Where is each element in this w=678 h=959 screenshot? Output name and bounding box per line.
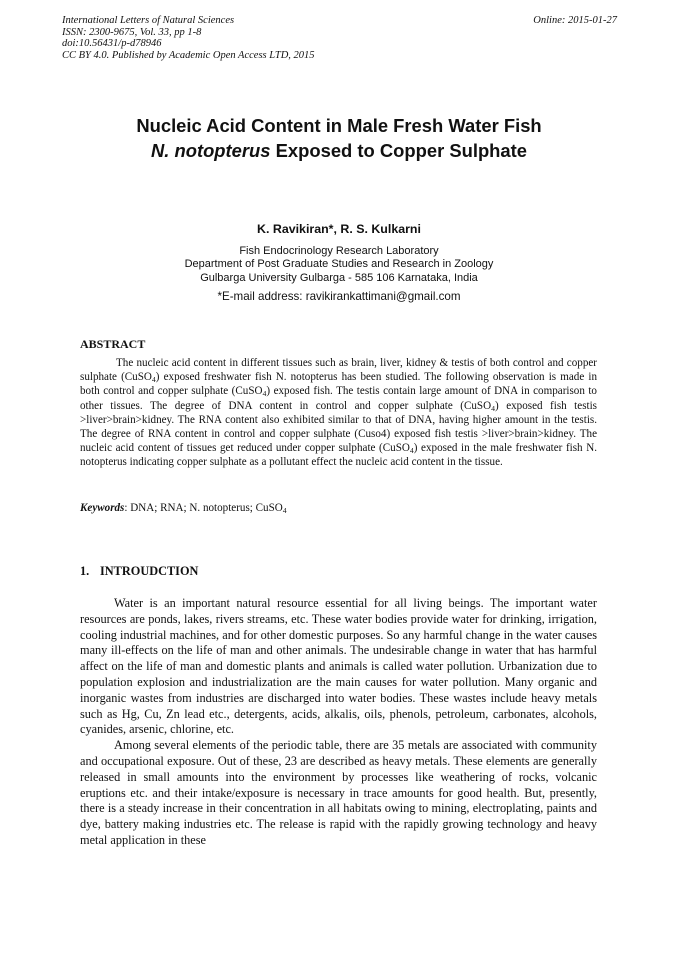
- paragraph: Water is an important natural resource essential for all living beings. The important water resources are ponds, lakes, rivers streams, etc. These water bodies provide water for drinking, irrigation, cooling industrial machines, and for other domestic purposes. So any harmful change in the water causes many ill-effects on the life of man and other animals. The undesirable change in water that has harmful affect on the life of man and domestic plants and animals is called water pollution. Urbanization due to population explosion and industrialization are the main causes for water pollution. Many organic and inorganic wastes from industries are discharged into water bodies. These wastes include heavy metals such as Hg, Cu, Zn lead etc., detergents, acids, alkalis, oils, phenols, petroleum, carbonates, alcohols, cyanides, arsenic, chlorine, etc.: [80, 596, 597, 737]
- abstract-heading: ABSTRACT: [80, 337, 146, 351]
- introduction-body: [80, 596, 597, 849]
- title-line-1: Nucleic Acid Content in Male Fresh Water Fish: [136, 115, 542, 136]
- license-line: CC BY 4.0. Published by Academic Open Access LTD, 2015: [62, 49, 315, 61]
- affiliation-department: Department of Post Graduate Studies and Research in Zoology: [184, 258, 494, 271]
- title-line-2-rest: Exposed to Copper Sulphate: [270, 140, 527, 161]
- section-heading-introduction: [80, 564, 198, 579]
- affiliation: [40, 245, 638, 285]
- online-date: Online: 2015-01-27: [533, 15, 617, 26]
- issn-line: ISSN: 2300-9675, Vol. 33, pp 1-8: [62, 26, 202, 38]
- keywords: Keywords: DNA; RNA; N. notopterus; CuSO$_4$: [80, 502, 287, 515]
- section-number: 1.: [80, 564, 90, 578]
- journal-name: International Letters of Natural Sciences: [62, 15, 235, 26]
- running-header: [62, 15, 617, 61]
- doi-line: doi:10.56431/p-d78946: [62, 38, 162, 50]
- authors: K. Ravikiran*, R. S. Kulkarni: [257, 222, 421, 236]
- paper-title: [40, 113, 638, 163]
- paragraph: Among several elements of the periodic table, there are 35 metals are associated with community and occupational exposure. Out of these, 23 are described as heavy metals. These elements are generally released in small amounts into the environment by processes like weathering of rocks, volcanic eruptions etc. and their intake/exposure is necessary in trace amounts for good health. But, presently, there is a steady increase in their concentration in all habitats owing to mining, electroplating, paints and dye, battery making industries etc. The release is rapid with the rapidly growing technology and heavy metal application in these: [80, 738, 597, 847]
- keywords-list: : DNA; RNA; N. notopterus; CuSO: [124, 502, 283, 514]
- affiliation-university: Gulbarga University Gulbarga - 585 106 Karnataka, India: [200, 271, 478, 284]
- section-title: INTROUDCTION: [100, 564, 199, 578]
- species-name: N. notopterus: [150, 140, 271, 161]
- abstract-text: The nucleic acid content in different tissues such as brain, liver, kidney & testis of both control and copper sulphate (CuSO$_4$) exposed freshwater fish N. notopterus has been studied. The following observation is made in both control and copper sulphate (CuSO$_4$) exposed fish. The testis contain large amount of DNA in comparison to other tissues. The degree of DNA content in control and copper sulphate (CuSO$_4$) exposed fish testis >liver>brain>kidney. The RNA content also exhibited similar to that of DNA, having higher amount in the testis. The degree of RNA content in control and copper sulphate (Cuso4) exposed fish testis >liver>brain>kidney. The nucleic acid content of tissues get reduced under copper sulphate (CuSO$_4$) exposed in the male freshwater fish N. notopterus indicating copper sulphate as a pollutant effect the nucleic acid content in the tissue.: [80, 357, 597, 469]
- corresponding-email: *E-mail address: ravikirankattimani@gmail.com: [217, 290, 461, 303]
- affiliation-lab: Fish Endocrinology Research Laboratory: [239, 245, 439, 257]
- keywords-label: Keywords: [80, 502, 125, 514]
- title-line-2: [40, 138, 638, 163]
